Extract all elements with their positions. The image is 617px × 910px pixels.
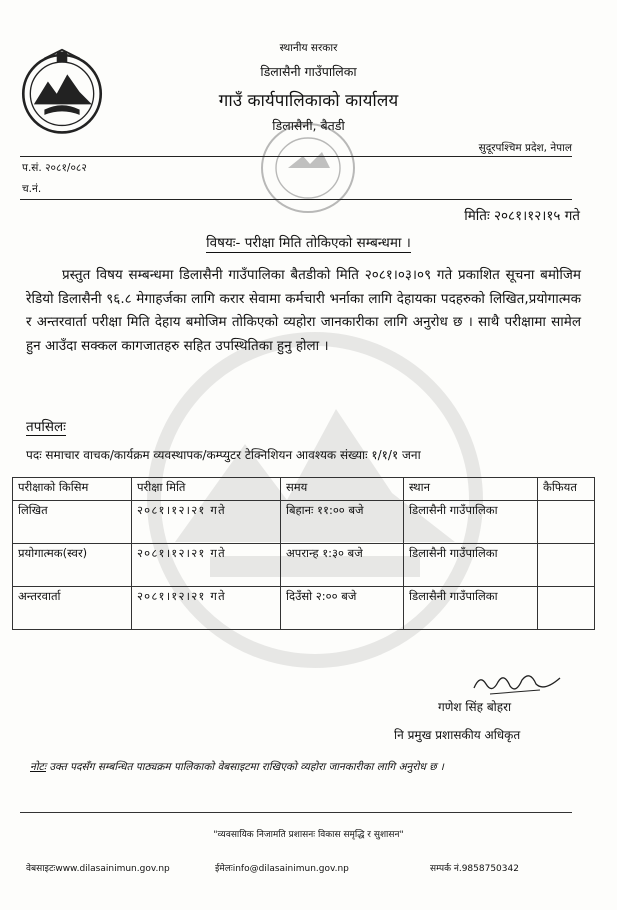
- header-address: डिलासैनी, बैतडी: [272, 118, 345, 133]
- footer-phone: सम्पर्क नं.9858750342: [430, 864, 519, 874]
- footer-email: ईमेलःinfo@dilasainimun.gov.np: [215, 864, 349, 874]
- column-header-remarks: कैफियत: [538, 478, 595, 501]
- column-header-type: परीक्षाको किसिम: [13, 478, 132, 501]
- signatory-name: गणेश सिंह बोहरा: [438, 700, 512, 714]
- cell-exam-date: २०८१।१२।२१ गते: [132, 501, 281, 544]
- table-row: [13, 544, 595, 587]
- cell-exam-time: बिहानः ११:०० बजे: [281, 501, 404, 544]
- note-text: उक्त पदसँग सम्बन्धित पाठ्यक्रम पालिकाको वेबसाइटमा राखिएको व्यहोरा जानकारीका लागि अनुरोध छ ।: [45, 761, 444, 773]
- table-row: [13, 587, 595, 630]
- column-header-time: समय: [281, 478, 404, 501]
- footer-slogan: "व्यवसायिक निजामति प्रशासनः विकास समृद्धि र सुशासन": [213, 830, 404, 840]
- cell-remarks: [538, 501, 595, 544]
- cell-exam-venue: डिलासैनी गाउँपालिका: [404, 587, 538, 630]
- subject-text: विषयः- परीक्षा मिति तोकिएको सम्बन्धमा ।: [206, 235, 411, 251]
- cell-exam-date: २०८१।१२।२१ गते: [132, 544, 281, 587]
- dispatch-number: च.नं.: [22, 183, 42, 195]
- header-local-government: स्थानीय सरकार: [279, 42, 338, 54]
- exam-schedule-table: [12, 477, 595, 630]
- header-divider: [20, 156, 572, 157]
- column-header-date: परीक्षा मिति: [132, 478, 281, 501]
- cell-exam-type: लिखित: [13, 501, 132, 544]
- letter-date: मितिः २०८१।१२।१५ गते: [464, 208, 580, 224]
- cell-exam-venue: डिलासैनी गाउँपालिका: [404, 501, 538, 544]
- cell-exam-time: दिउँसो २:०० बजे: [281, 587, 404, 630]
- footer-divider: [20, 812, 572, 813]
- cell-exam-time: अपरान्ह १:३० बजे: [281, 544, 404, 587]
- letter-body: प्रस्तुत विषय सम्बन्धमा डिलासैनी गाउँपालिका बैतडीको मिति २०८१।०३।०९ गते प्रकाशित सूचना बमोजिम रेडियो डिलासैनी ९६.८ मेगाहर्जका लागि करार सेवामा कर्मचारी भर्नाका लागि देहायका पदहरुको लिखित,प्रयोगात्मक र अन्तरवार्ता परीक्षा मिति देहाय बमोजिम तोकिएको व्यहोरा जानकारीका लागि अनुरोध छ । साथै परीक्षामा सामेल हुन आउँदा सक्कल कागजातहरु सहित उपस्थितिका हुनु होला ।: [26, 267, 581, 354]
- note-label: नोटः: [30, 761, 46, 773]
- cell-exam-venue: डिलासैनी गाउँपालिका: [404, 544, 538, 587]
- post-line: पदः समाचार वाचक/कार्यक्रम व्यवस्थापक/कम्प्युटर टेक्निशियन आवश्यक संख्याः १/१/१ जना: [26, 448, 421, 462]
- meta-divider: [20, 199, 572, 200]
- cell-exam-type: प्रयोगात्मक(स्वर): [13, 544, 132, 587]
- column-header-venue: स्थान: [404, 478, 538, 501]
- reference-number: प.सं. २०८१/०८२: [22, 162, 87, 174]
- handwritten-signature: [470, 668, 565, 700]
- note-line: [30, 760, 444, 774]
- footer-website: वेबसाइटःwww.dilasainimun.gov.np: [26, 864, 170, 874]
- cell-exam-date: २०८१।१२।२१ गते: [132, 587, 281, 630]
- cell-exam-type: अन्तरवार्ता: [13, 587, 132, 630]
- cell-remarks: [538, 587, 595, 630]
- header-province: सुदूरपश्चिम प्रदेश, नेपाल: [478, 142, 572, 154]
- table-header-row: [13, 478, 595, 501]
- cell-remarks: [538, 544, 595, 587]
- details-label: तपसिलः: [26, 419, 66, 435]
- table-row: [13, 501, 595, 544]
- subject-line: [0, 233, 617, 251]
- header-office-title: गाउँ कार्यपालिकाको कार्यालय: [218, 91, 399, 111]
- signatory-title: नि प्रमुख प्रशासकीय अधिकृत: [394, 728, 521, 742]
- header-municipality: डिलासैनी गाउँपालिका: [260, 64, 357, 79]
